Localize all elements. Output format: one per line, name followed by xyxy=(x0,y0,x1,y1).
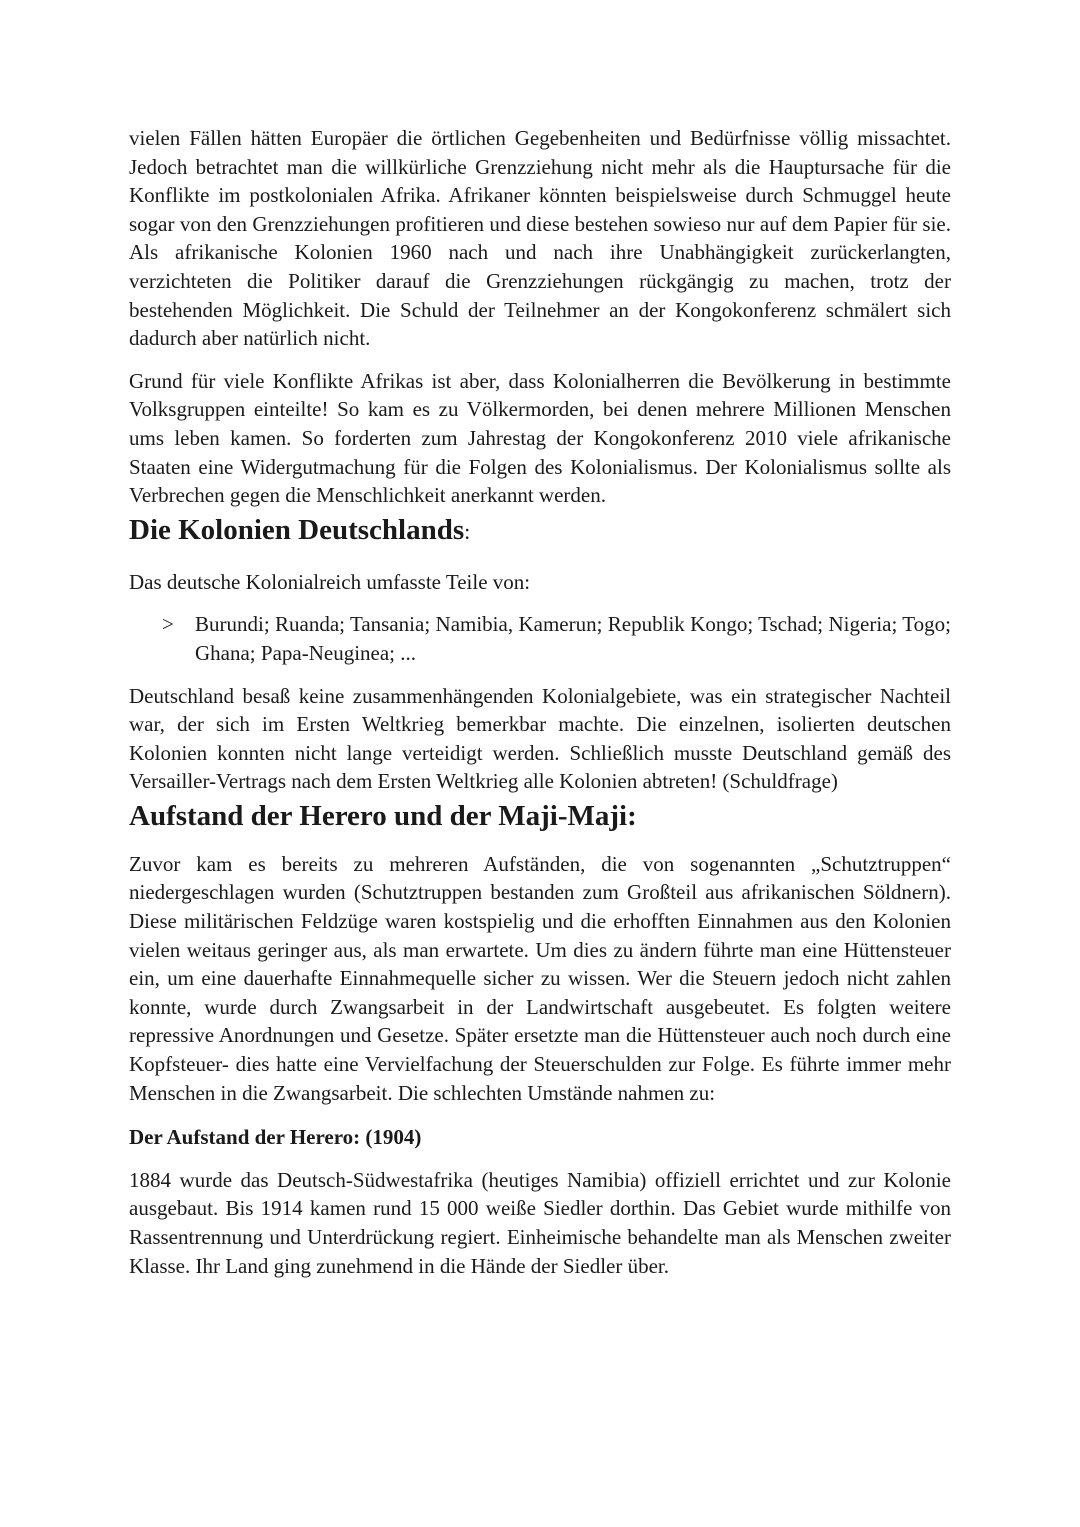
section-title-suffix: : xyxy=(464,518,471,544)
section-title-herero-maji: Aufstand der Herero und der Maji-Maji: xyxy=(129,799,637,832)
paragraph-german-colonies: Deutschland besaß keine zusammenhängenden Kolonialgebiete, was ein strategischer Nachteil war, der sich im Ersten Weltkrieg bemerkbar machte. Die einzelnen, isolierten deutschen Kolonien konnten nicht lange verteidigt werden. Schließlich musste Deutschland gemäß des Versailler-Vertrags nach dem Ersten Weltkrieg alle Kolonien abtreten! (Schuldfrage) xyxy=(129,683,951,794)
list-item-text: Burundi; Ruanda; Tansania; Namibia, Kamerun; Republik Kongo; Tschad; Nigeria; Togo; Ghana; Papa-Neuginea; ... xyxy=(195,612,951,665)
list-item xyxy=(162,610,951,667)
bullet-marker-icon: > xyxy=(162,612,174,637)
section-title-text: Die Kolonien Deutschlands xyxy=(129,513,465,546)
document-page xyxy=(129,124,951,1280)
paragraph-border-drawing: vielen Fällen hätten Europäer die örtlichen Gegebenheiten und Bedürfnisse völlig missachtet. Jedoch betrachtet man die willkürliche Grenzziehung nicht mehr als die Hauptursache für die Konflikte im postkolonialen Afrika. Afrikaner könnten beispielsweise durch Schmuggel heute sogar von den Grenzziehungen profitieren und diese bestehen sowieso nur auf dem Papier für sie. Als afrikanische Kolonien 1960 nach und nach ihre Unabhängigkeit zurückerlangten, verzichteten die Politiker darauf die Grenzziehungen rückgängig zu machen, trotz der bestehenden Möglichkeit. Die Schuld der Teilnehmer an der Kongokonferenz schmälert sich dadurch aber natürlich nicht. xyxy=(129,126,951,351)
paragraph-herero: 1884 wurde das Deutsch-Südwestafrika (heutiges Namibia) offiziell errichtet und zur Kolonie ausgebaut. Bis 1914 kamen rund 15 000 weiße Siedler dorthin. Das Gebiet wurde mithilfe von Rassentrennung und Unterdrückung regiert. Einheimische behandelte man als Menschen zweiter Klasse. Ihr Land ging zunehmend in die Hände der Siedler über. xyxy=(129,1167,951,1278)
paragraph-uprisings: Zuvor kam es bereits zu mehreren Aufständen, die von sogenannten „Schutztruppen“ niedergeschlagen wurden (Schutztruppen bestanden zum Großteil aus afrikanischen Söldnern). Diese militärischen Feldzüge waren kostspielig und die erhofften Einnahmen aus den Kolonien vielen weitaus geringer aus, als man erwartete. Um dies zu ändern führte man eine Hüttensteuer ein, um eine dauerhafte Einnahmequelle sicher zu wissen. Wer die Steuern jedoch nicht zahlen konnte, wurde durch Zwangsarbeit in der Landwirtschaft ausgebeutet. Es folgten weitere repressive Anordnungen und Gesetze. Später ersetzte man die Hüttensteuer auch noch durch eine Kopfsteuer- dies hatte eine Vervielfachung der Steuerschulden zur Folge. Es führte immer mehr Menschen in die Zwangsarbeit. Die schlechten Umstände nahmen zu: xyxy=(129,851,951,1105)
section-title-german-colonies xyxy=(129,510,951,552)
colonies-list xyxy=(129,610,951,667)
colonies-intro: Das deutsche Kolonialreich umfasste Teile von: xyxy=(129,569,531,594)
paragraph-ethnic-groups: Grund für viele Konflikte Afrikas ist aber, dass Kolonialherren die Bevölkerung in bestimmte Volksgruppen einteilte! So kam es zu Völkermorden, bei denen mehrere Millionen Menschen ums leben kamen. So forderten zum Jahrestag der Kongokonferenz 2010 viele afrikanische Staaten eine Widergutmachung für die Folgen des Kolonialismus. Der Kolonialismus sollte als Verbrechen gegen die Menschlichkeit anerkannt werden. xyxy=(129,368,951,508)
subheading-herero-uprising: Der Aufstand der Herero: (1904) xyxy=(129,1125,422,1150)
